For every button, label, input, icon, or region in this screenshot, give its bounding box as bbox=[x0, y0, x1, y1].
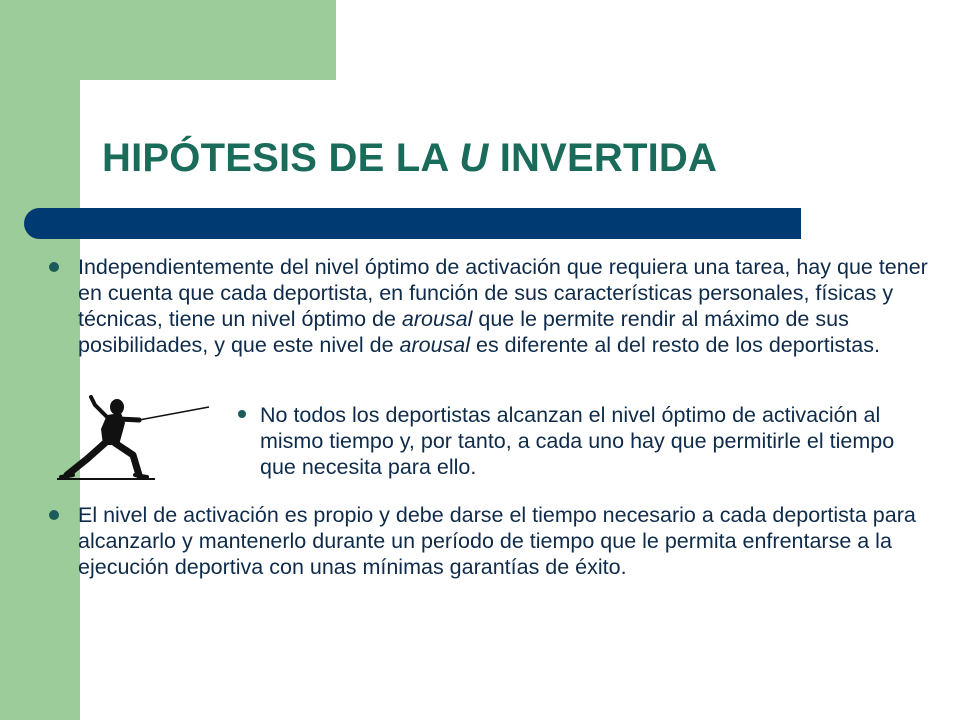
bullet-3 bbox=[78, 502, 928, 580]
bullet-1-text bbox=[78, 255, 928, 357]
slide-title bbox=[102, 136, 717, 181]
bullet-1-text-b: que le permite rendir al máximo de sus posibilidades, y que este nivel de bbox=[78, 307, 849, 357]
bullet-2-text: No todos los deportistas alcanzan el nivel óptimo de activación al mismo tiempo y, por tanto, a cada uno hay que permitirle el tiempo que necesita para ello. bbox=[260, 403, 895, 479]
bullet-1-italic-b: arousal bbox=[399, 333, 471, 357]
green-left-band bbox=[0, 0, 80, 720]
fencer-icon bbox=[55, 393, 215, 485]
bullet-3-text: El nivel de activación es propio y debe darse el tiempo necesario a cada deportista para alcanzarlo y mantenerlo durante un período de tiempo que le permita enfrentarse a la ejecución deportiva con unas mínimas garantías de éxito. bbox=[78, 503, 916, 579]
bullet-dot bbox=[238, 410, 246, 418]
title-italic-u: U bbox=[459, 136, 489, 180]
bullet-1-text-c: es diferente al del resto de los deportistas. bbox=[470, 333, 880, 357]
bullet-1-text-a: Independientemente del nivel óptimo de activación que requiera una tarea, hay que tener en cuenta que cada deportista, en función de sus características personales, físicas y técnicas, tiene un nivel óptimo de bbox=[78, 255, 928, 331]
title-underline-bar bbox=[24, 208, 801, 239]
bullet-1-italic-a: arousal bbox=[401, 307, 473, 331]
bullet-dot bbox=[49, 510, 59, 520]
bullet-1 bbox=[78, 254, 928, 358]
title-part2: INVERTIDA bbox=[488, 136, 718, 180]
bullet-dot bbox=[49, 262, 59, 272]
bullet-2 bbox=[260, 402, 900, 480]
title-part1: HIPÓTESIS DE LA bbox=[102, 136, 460, 180]
